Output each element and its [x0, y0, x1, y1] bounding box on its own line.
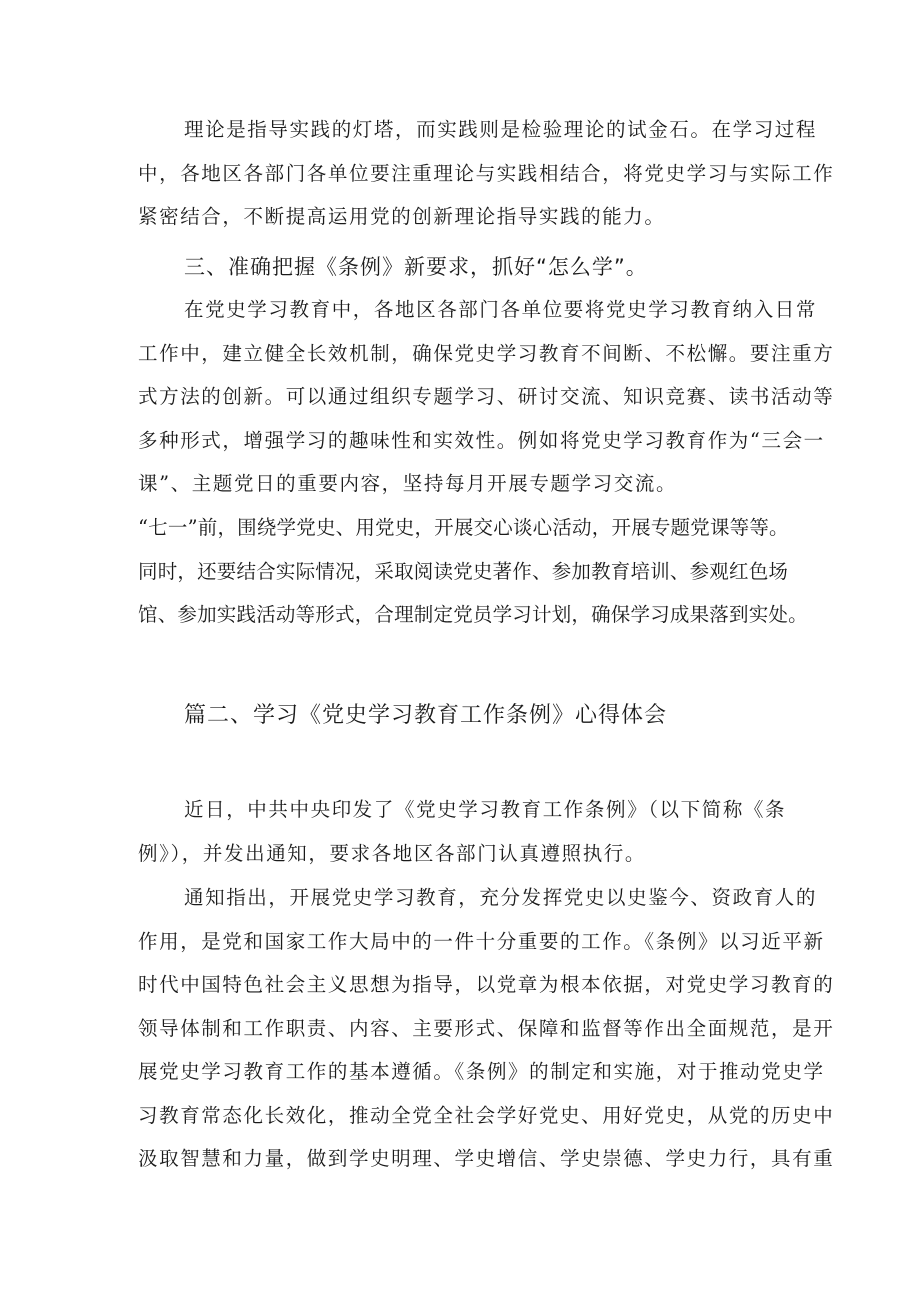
text-line: 通知指出，开展党史学习教育，充分发挥党史以史鉴今、资政育人的 — [184, 886, 818, 909]
text-line: 馆、参加实践活动等形式，合理制定党员学习计划，确保学习成果落到实处。 — [138, 603, 808, 626]
text-line: 习教育常态化长效化，推动全党全社会学好党史、用好党史，从党的历史中 — [138, 1103, 835, 1127]
text-line: 在党史学习教育中，各地区各部门各单位要将党史学习教育纳入日常 — [184, 298, 818, 321]
paragraph-july-first — [138, 506, 808, 637]
article-title: 篇二、学习《党史学习教育工作条例》心得体会 — [184, 703, 668, 728]
text-line: 例》），并发出通知，要求各地区各部门认真遵照执行。 — [138, 841, 647, 865]
text-line: 中，各地区各部门各单位要注重理论与实践相结合，将党史学习与实际工作 — [138, 161, 835, 185]
section-heading-3: 三、准确把握《条例》新要求，抓好“怎么学”。 — [184, 255, 648, 279]
text-line: 作用，是党和国家工作大局中的一件十分重要的工作。《条例》以习近平新 — [138, 929, 825, 953]
text-line: 时代中国特色社会主义思想为指导，以党章为根本依据，对党史学习教育的 — [138, 973, 835, 996]
text-line: 多种形式，增强学习的趣味性和实效性。例如将党史学习教育作为“三会一 — [138, 428, 825, 452]
text-line: “七一”前，围绕学党史、用党史，开展交心谈心活动，开展专题党课等等。 — [138, 516, 789, 539]
text-line: 领导体制和工作职责、内容、主要形式、保障和监督等作出全面规范，是开 — [138, 1016, 835, 1040]
text-line: 工作中，建立健全长效机制，确保党史学习教育不间断、不松懈。要注重方 — [138, 341, 835, 365]
paragraph-notice — [138, 876, 835, 1181]
text-line: 同时，还要结合实际情况，采取阅读党史著作、参加教育培训、参观红色场 — [138, 559, 789, 583]
paragraph-study-methods — [138, 288, 835, 506]
paragraph-intro — [138, 788, 792, 875]
text-line: 展党史学习教育工作的基本遵循。《条例》的制定和实施，对于推动党史学 — [138, 1060, 825, 1083]
text-line: 近日，中共中央印发了《党史学习教育工作条例》（以下简称《条 — [184, 798, 787, 821]
text-line: 汲取智慧和力量，做到学史明理、学史增信、学史崇德、学史力行，具有重 — [138, 1147, 835, 1170]
text-line: 式方法的创新。可以通过组织专题学习、研讨交流、知识竞赛、读书活动等 — [138, 385, 835, 408]
paragraph-theory-practice — [138, 108, 835, 239]
text-line: 课”、主题党日的重要内容，坚持每月开展专题学习交流。 — [138, 472, 678, 495]
text-line: 紧密结合，不断提高运用党的创新理论指导实践的能力。 — [138, 205, 666, 228]
text-line: 理论是指导实践的灯塔，而实践则是检验理论的试金石。在学习过程 — [184, 118, 818, 141]
